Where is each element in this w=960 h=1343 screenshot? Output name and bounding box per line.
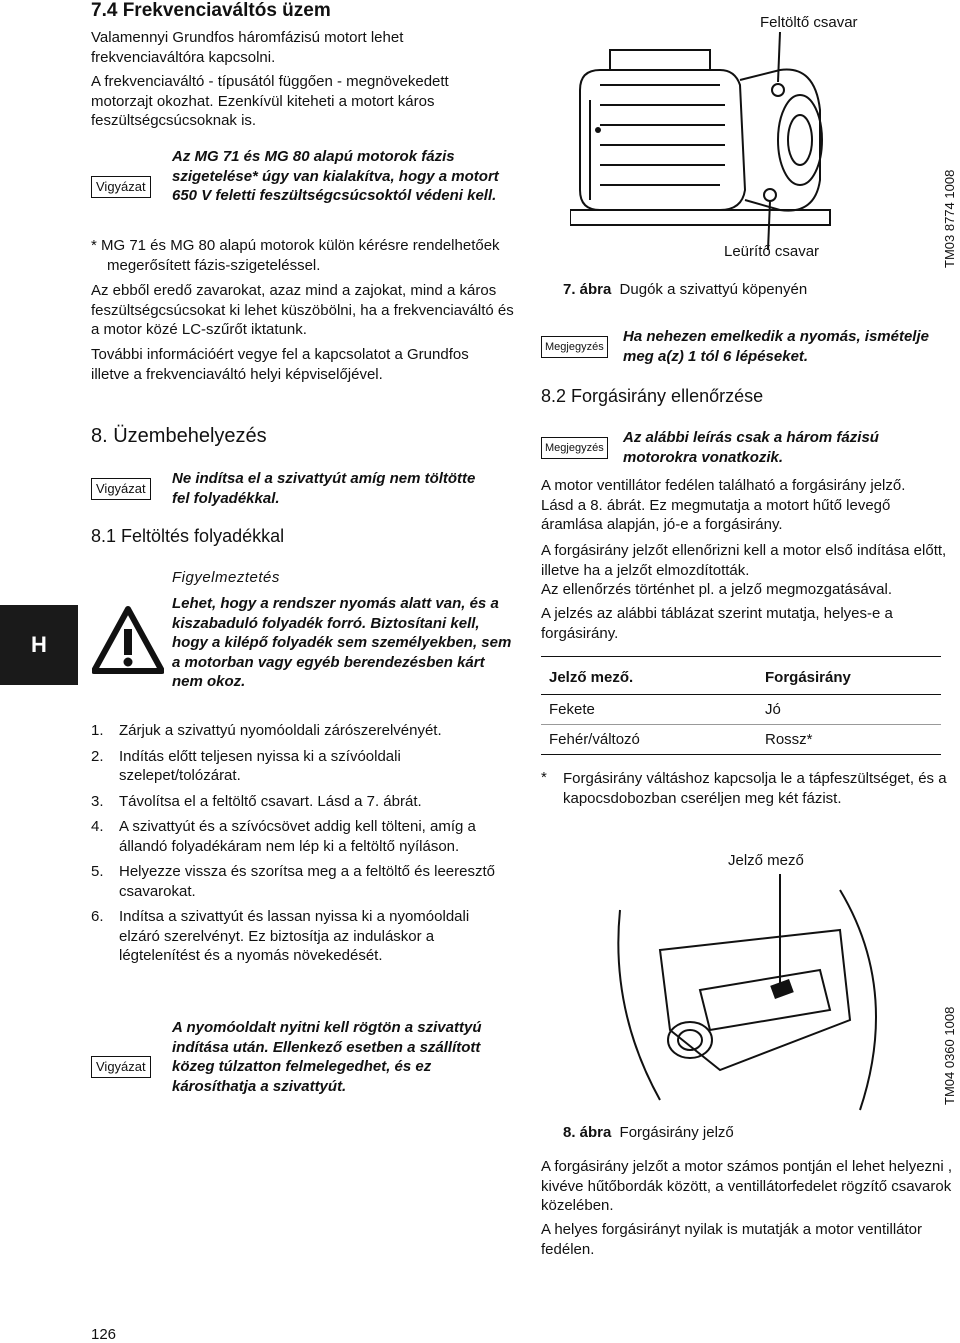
fig8-code: TM04 0360 1008 [942, 1006, 957, 1105]
direction-table [541, 656, 941, 755]
footnote: * MG 71 és MG 80 alapú motorok külön kérésre rendelhetőek megerősített fázis-szigeteléssel. [91, 237, 500, 274]
note-text: Az alábbi leírás csak a három fázisú motorokra vonatkozik. [623, 429, 879, 466]
section-7-4-heading: 7.4 Frekvenciaváltós üzem [91, 0, 331, 21]
paragraph: A motor ventillátor fedélen található a forgásirány jelző. Lásd a 8. ábrát. Ez megmutatja a motort hűtő levegő áramlása alapján, jó-e a forgásirány. [541, 477, 906, 533]
paragraph: Valamennyi Grundfos háromfázisú motort lehet frekvenciaváltóra kapcsolni. [91, 29, 404, 66]
note-text: Ha nehezen emelkedik a nyomás, ismételje meg a(z) 1 tól 6 lépéseket. [623, 328, 929, 365]
note-badge: Megjegyzés [541, 336, 608, 358]
fig7-label-bottom: Leürítő csavar [724, 243, 820, 260]
paragraph: További információért vegye fel a kapcsolatot a Grundfos illetve a frekvenciaváltó helyi képviselőjével. [91, 346, 469, 383]
paragraph: A forgásirány jelzőt a motor számos pontján el lehet helyezni , kivéve hűtőbordák között, a ventillátorfedelet rögzítő csavarok közelében. [541, 1158, 953, 1214]
list-item: 1. Zárjuk a szivattyú nyomóoldali zárószerelvényét. [91, 722, 442, 739]
warning-text: Lehet, hogy a rendszer nyomás alatt van, és a kiszabaduló folyadék forró. Biztosítani kell, hogy a kilépő folyadék sem személyekben, sem a motorban vagy egyéb berendezésben kárt nem okoz. [172, 595, 512, 690]
list-item: 2. Indítás előtt teljesen nyissa ki a szívóoldali szelepet/tolózárat. [91, 747, 401, 784]
footnote: Forgásirány váltáshoz kapcsolja le a tápfeszültséget, és a kapocsdobozban cseréljen meg két fázist. [563, 770, 947, 807]
list-item: 3. Távolítsa el a feltöltő csavart. Lásd a 7. ábrát. [91, 792, 422, 810]
note-badge: Megjegyzés [541, 437, 608, 459]
warning-title: Figyelmeztetés [172, 569, 280, 586]
table-row: Fekete Jó [541, 695, 941, 725]
paragraph: A jelzés az alábbi táblázat szerint mutatja, helyes-e a forgásirány. [541, 605, 893, 642]
page-number: 126 [91, 1326, 117, 1343]
caution-badge: Vigyázat [91, 1056, 151, 1078]
fig7-caption: 7. ábra Dugók a szivattyú köpenyén [563, 281, 808, 298]
steps-list [91, 721, 511, 972]
language-tab: H [0, 605, 78, 685]
fig7-label-top: Feltöltő csavar [760, 14, 858, 31]
paragraph: A frekvenciaváltó - típusától függően - megnövekedett motorzajt okozhat. Ezenkívül kiteheti a motort káros feszültségcsúcsoknak is. [91, 73, 449, 129]
caution-badge: Vigyázat [91, 176, 151, 198]
section-8-2-heading: 8.2 Forgásirány ellenőrzése [541, 386, 764, 406]
fig8-caption: 8. ábra Forgásirány jelző [563, 1124, 734, 1141]
paragraph: Az ebből eredő zavarokat, azaz mind a zajokat, mind a káros feszültségcsúcsokat ki lehet küszöbölni, ha a frekvenciaváltó és a motor közé LC-szűrőt iktatunk. [91, 282, 514, 338]
paragraph: A forgásirány jelzőt ellenőrizni kell a motor első indítása előtt, illetve ha a jelzőt elmozdították. [541, 542, 947, 579]
warning-icon [92, 605, 164, 675]
fig8-label: Jelző mező [728, 852, 804, 869]
caution-badge: Vigyázat [91, 478, 151, 500]
section-8-heading: 8. Üzembehelyezés [91, 425, 267, 447]
table-row: Fehér/változó Rossz* [541, 725, 941, 755]
list-item: 6. Indítsa a szivattyút és lassan nyissa ki a nyomóoldali elzáró szerelvényt. Ez biztosítja az induláskor a légtelenítést és a nyomás növekedését. [91, 908, 470, 964]
caution-text: A nyomóoldalt nyitni kell rögtön a szivattyú indítása után. Ellenkező esetben a szállított közeg túlzatton felmelegedhet, és ez károsíthatja a szivattyút. [172, 1019, 482, 1095]
fig7-code: TM03 8774 1008 [942, 169, 957, 268]
caution-text: Az MG 71 és MG 80 alapú motorok fázis szigetelése* úgy van kialakítva, hogy a motort 650 V feletti feszültségcsúcsoktól védeni kell. [172, 148, 499, 204]
indicator-illustration [600, 870, 900, 1115]
table-header-row: Jelző mező. Forgásirány [541, 657, 941, 695]
list-item: 5. Helyezze vissza és szorítsa meg a a feltöltő és leeresztő csavarokat. [91, 863, 495, 900]
caution-text: Ne indítsa el a szivattyút amíg nem töltötte fel folyadékkal. [172, 470, 476, 507]
section-8-1-heading: 8.1 Feltöltés folyadékkal [91, 526, 285, 546]
paragraph: A helyes forgásirányt nyilak is mutatják a motor ventillátor fedélen. [541, 1221, 922, 1258]
footnote-star: * [541, 769, 547, 786]
pump-illustration [570, 30, 910, 260]
paragraph: Az ellenőrzés történhet pl. a jelző megmozgatásával. [541, 581, 893, 598]
list-item: 4. A szivattyút és a szívócsövet addig kell tölteni, amíg a állandó folyadékáram nem lép ki a feltöltő nyíláson. [91, 818, 476, 855]
